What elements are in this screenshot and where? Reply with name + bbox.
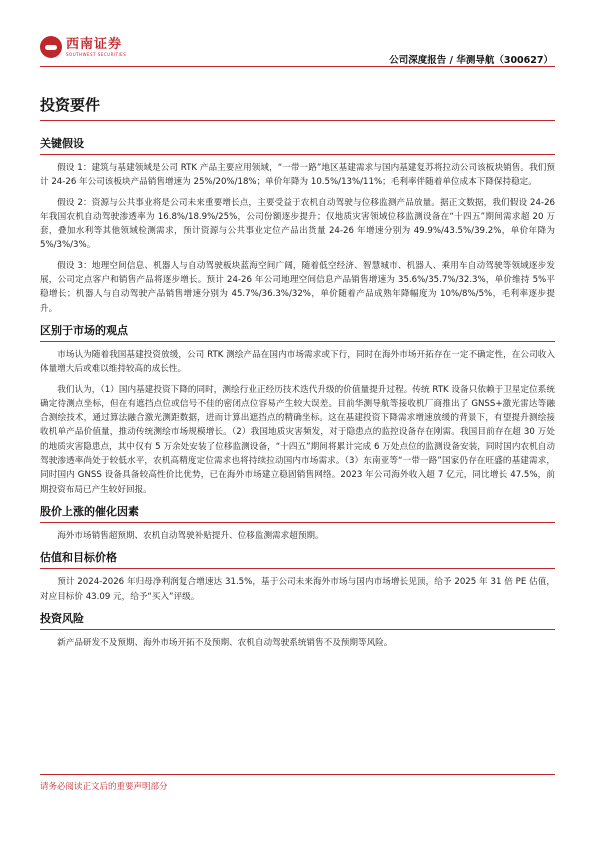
page-header — [0, 0, 595, 70]
section-heading-key-assumptions: 关键假设 — [40, 135, 555, 155]
section-heading-catalysts: 股价上涨的催化因素 — [40, 503, 555, 523]
logo-name-cn: 西南证券 — [66, 36, 123, 52]
paragraph: 新产品研发不及预期、海外市场开拓不及预期、农机自动驾驶系统销售不及预期等风险。 — [57, 637, 393, 648]
paragraph: 预计 2024-2026 年归母净利润复合增速达 31.5%，基于公司未来海外市场与国内市场增长见顶，给予 2025 年 31 倍 PE 估值，对应目标价 43.09 元，给予“买入”评级。 — [40, 577, 555, 602]
section-heading-valuation: 估值和目标价格 — [40, 549, 555, 569]
header-divider — [40, 66, 555, 67]
paragraph: 我们认为，（1）国内基建投资下降的同时，测绘行业正经历技术迭代升级的价值量提升过程。传统 RTK 设备只依赖于卫星定位系统确定待测点坐标，但在有遮挡点位或信号不佳的密闭点位容易产生较大误差。目前华测导航等接收机厂商推出了 GNSS+激光雷达等融合测绘技术，通过算法融合激光测距数据，进而计算出遮挡点的精确坐标。这在基建投资下降需求增速放缓的背景下，有望提升测绘接收机单产品价值量，推动传统测绘市场规模增长。（2）我国地质灾害频发，对于隐患点的监控设备存在刚需。我国目前存在超 30 万处的地质灾害隐患点，其中仅有 5 万余处安装了位移监测设备，“十四五”期间将累计完成 6 万处点位的监测设备安装，同时国内农机自动驾驶渗透率尚处于较低水平，农机高精度定位需求也将持续拉动国内市场需求。（3）东南亚等“一带一路”国家仍存在旺盛的基建需求，同时国内 GNSS 设备具备较高性价比优势，已在海外市场建立稳固销售网络。2023 年公司海外收入超 7 亿元，同比增长 47.5%，前期投资布局已产生较好回报。 — [40, 384, 555, 495]
paragraph: 市场认为随着我国基建投资放缓，公司 RTK 测绘产品在国内市场需求或下行，同时在海外市场开拓存在一定不确定性，在公司收入体量增大后或难以维持较高的成长性。 — [40, 349, 555, 375]
footer-divider — [40, 774, 555, 775]
paragraph: 海外市场销售超预期、农机自动驾驶补贴提升、位移监测需求超预期。 — [57, 530, 324, 541]
company-logo — [40, 36, 126, 58]
section-heading-risks: 投资风险 — [40, 610, 555, 630]
logo-icon — [40, 36, 62, 58]
footer-disclaimer: 请务必阅读正文后的重要声明部分 — [40, 782, 168, 792]
main-content — [40, 94, 555, 656]
logo-name-en: SOUTHWEST SECURITIES — [66, 51, 127, 57]
section-heading-differentiated-view: 区别于市场的观点 — [40, 322, 555, 342]
page-title: 投资要件 — [40, 94, 555, 121]
report-info: 公司深度报告 / 华测导航（300627） — [389, 55, 553, 66]
paragraph: 假设 2：资源与公共事业将是公司未来重要增长点，主要受益于农机自动驾驶与位移监测产品放量。据正文数据，我们假设 24-26 年我国农机自动驾驶渗透率为 16.8%/18.9%/25%，公司份额逐步提升；仅地质灾害领域位移监测设备在“十四五”期间需求超 20 万套，叠加水利等其他领域检测需求，预计资源与公共事业定位产品出货量 24-26 年增速分别为 49.9%/43.5%/39.2%，单价年降为 5%/3%/3%。 — [40, 197, 555, 251]
paragraph: 假设 1：建筑与基建领域是公司 RTK 产品主要应用领域，“一带一路”地区基建需求与国内基建复苏将拉动公司该板块销售。我们预计 24-26 年公司该板块产品销售增速为 25%/20%/18%；单价年降为 10.5%/13%/11%；毛利率伴随着单位成本下降保持稳定。 — [40, 163, 555, 188]
paragraph: 假设 3：地理空间信息、机器人与自动驾驶板块蓝海空间广阔，随着低空经济、智慧城市、机器人、乘用车自动驾驶等领域逐步发展，公司定点客户和销售产品将逐步增长。预计 24-26 年公司地理空间信息产品销售增速为 35.6%/35.7%/32.3%，单价维持 5%平稳增长；机器人与自动驾驶产品销售增速分别为 45.7%/36.3%/32%，单价随着产品成熟年降幅度为 10%/8%/5%，毛利率逐步提升。 — [40, 260, 555, 314]
